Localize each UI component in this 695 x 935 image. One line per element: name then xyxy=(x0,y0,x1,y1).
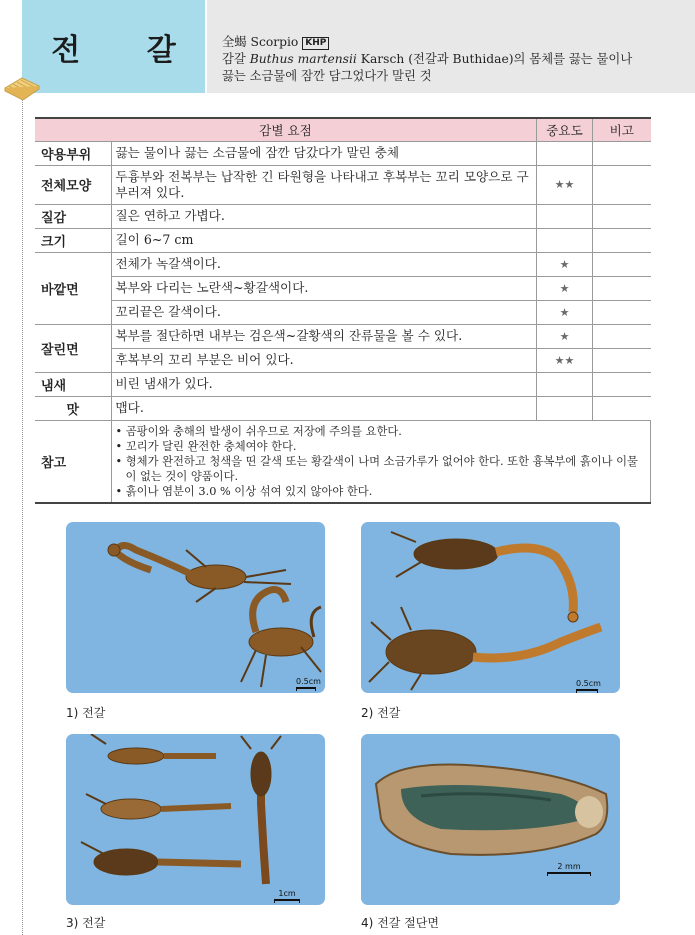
table-row xyxy=(35,420,651,503)
scorpion-illustration xyxy=(361,522,620,693)
row-text: 비린 냄새가 있다. xyxy=(111,372,537,396)
header-line-1 xyxy=(222,34,682,51)
header-key-points: 감별 요점 xyxy=(35,118,537,141)
table-row xyxy=(35,372,651,396)
khp-badge: KHP xyxy=(302,37,329,50)
table-row xyxy=(35,276,651,300)
importance-cell xyxy=(537,396,593,420)
header-importance: 중요도 xyxy=(537,118,593,141)
hanja-name: 全蝎 xyxy=(222,35,247,49)
importance-stars: ★ xyxy=(537,252,593,276)
table-row xyxy=(35,141,651,165)
photo-scorpion-1 xyxy=(66,522,325,693)
row-label: 냄새 xyxy=(35,372,111,396)
row-text: 전체가 녹갈색이다. xyxy=(111,252,537,276)
scale-label: 1cm xyxy=(278,889,296,898)
importance-cell xyxy=(537,204,593,228)
origin-name: 감갈 xyxy=(222,52,246,66)
row-text: 두흉부와 전복부는 납작한 긴 타원형을 나타내고 후복부는 꼬리 모양으로 구부러져 있다. xyxy=(111,165,537,204)
row-label: 바깥면 xyxy=(35,252,111,324)
row-label: 참고 xyxy=(35,420,111,503)
page-title: 전 갈 xyxy=(51,32,204,68)
table-row xyxy=(35,396,651,420)
list-item: • 형체가 완전하고 청색을 띤 갈색 또는 황갈색이 나며 소금가루가 없어야 한다. 또한 흉복부에 흙이나 이물이 없는 것이 양품이다. xyxy=(116,454,647,484)
header-description xyxy=(222,34,682,85)
header-remarks: 비고 xyxy=(593,118,651,141)
header-line-2 xyxy=(222,51,682,68)
table-row xyxy=(35,300,651,324)
importance-cell xyxy=(537,372,593,396)
photo-caption-3: 3) 전갈 xyxy=(66,916,106,930)
importance-stars: ★ xyxy=(537,300,593,324)
photo-caption-2: 2) 전갈 xyxy=(361,706,401,720)
cross-section-illustration xyxy=(361,734,620,905)
latin-name: Scorpio xyxy=(250,35,299,49)
remark-cell xyxy=(593,204,651,228)
table-header-row xyxy=(35,118,651,141)
remark-cell xyxy=(593,228,651,252)
row-label: 크기 xyxy=(35,228,111,252)
remark-cell xyxy=(593,396,651,420)
margin-dotted-line xyxy=(22,96,23,935)
row-label: 전체모양 xyxy=(35,165,111,204)
identification-table xyxy=(35,117,651,504)
row-text: 복부와 다리는 노란색~황갈색이다. xyxy=(111,276,537,300)
title-box xyxy=(22,0,205,93)
row-text: 복부를 절단하면 내부는 검은색~갈황색의 잔류물을 볼 수 있다. xyxy=(111,324,537,348)
importance-cell xyxy=(537,141,593,165)
row-label: 잘린면 xyxy=(35,324,111,372)
row-label: 질감 xyxy=(35,204,111,228)
photo-scorpion-3 xyxy=(66,734,325,905)
photo-cross-section xyxy=(361,734,620,905)
importance-stars: ★★ xyxy=(537,165,593,204)
importance-stars: ★ xyxy=(537,324,593,348)
remark-cell xyxy=(593,348,651,372)
scale-bar xyxy=(296,677,321,691)
row-text: 맵다. xyxy=(111,396,537,420)
table-row xyxy=(35,165,651,204)
scale-label: 2 mm xyxy=(557,862,581,871)
remark-cell xyxy=(593,252,651,276)
table-row xyxy=(35,252,651,276)
table-row xyxy=(35,228,651,252)
photo-caption-4: 4) 전갈 절단면 xyxy=(361,916,439,930)
table-row xyxy=(35,324,651,348)
row-label: 약용부위 xyxy=(35,141,111,165)
list-item: • 흙이나 염분이 3.0 % 이상 섞여 있지 않아야 한다. xyxy=(116,484,647,499)
origin-description: Karsch (전갈과 Buthidae)의 몸체를 끓는 물이나 xyxy=(360,52,633,66)
scale-bar xyxy=(274,889,300,903)
header-line-3: 끓는 소금물에 잠깐 담그었다가 말린 것 xyxy=(222,69,432,83)
scorpion-illustration xyxy=(66,522,325,693)
table-row xyxy=(35,204,651,228)
photo-caption-1: 1) 전갈 xyxy=(66,706,106,720)
scale-bar xyxy=(576,679,601,693)
herb-bundle-icon xyxy=(3,72,41,100)
importance-stars: ★ xyxy=(537,276,593,300)
table-row xyxy=(35,348,651,372)
row-text: 꼬리끝은 갈색이다. xyxy=(111,300,537,324)
list-item: • 꼬리가 달린 완전한 충체여야 한다. xyxy=(116,439,647,454)
remark-cell xyxy=(593,276,651,300)
importance-cell xyxy=(537,228,593,252)
photo-scorpion-2 xyxy=(361,522,620,693)
remark-cell xyxy=(593,165,651,204)
scale-label: 0.5cm xyxy=(296,677,321,686)
remark-cell xyxy=(593,141,651,165)
importance-stars: ★★ xyxy=(537,348,593,372)
row-text: 길이 6~7 cm xyxy=(111,228,537,252)
scorpion-illustration xyxy=(66,734,325,905)
row-text: 후복부의 꼬리 부분은 비어 있다. xyxy=(111,348,537,372)
remark-cell xyxy=(593,300,651,324)
scale-label: 0.5cm xyxy=(576,679,601,688)
remark-cell xyxy=(593,324,651,348)
reference-notes xyxy=(111,420,651,503)
row-text: 끓는 물이나 끓는 소금물에 잠깐 담갔다가 말린 충체 xyxy=(111,141,537,165)
scale-bar xyxy=(547,862,591,876)
row-text: 질은 연하고 가볍다. xyxy=(111,204,537,228)
scientific-name: Buthus martensii xyxy=(249,52,357,66)
remark-cell xyxy=(593,372,651,396)
row-label: 맛 xyxy=(35,396,111,420)
list-item: • 곰팡이와 충해의 발생이 쉬우므로 저장에 주의를 요한다. xyxy=(116,424,647,439)
